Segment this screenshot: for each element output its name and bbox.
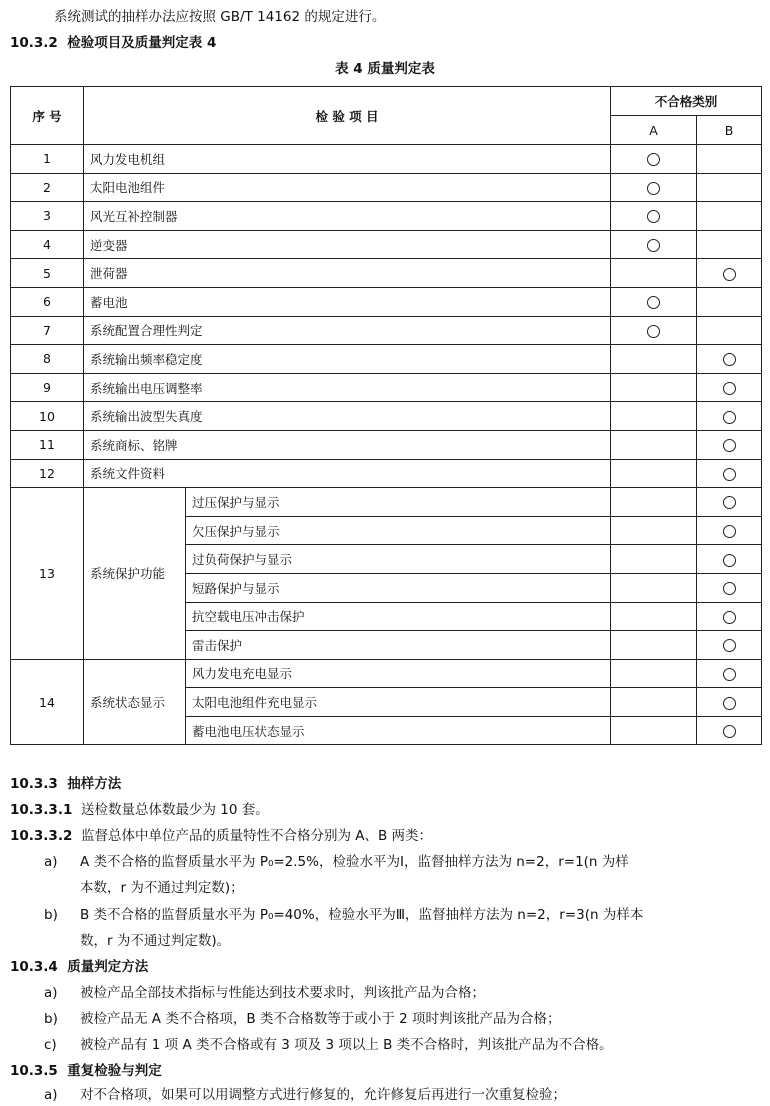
section-10-3-3-heading xyxy=(10,775,121,793)
circle-mark-icon xyxy=(723,725,736,738)
category-mark-cell xyxy=(697,573,762,602)
circle-mark-icon xyxy=(647,296,660,309)
circle-mark-icon xyxy=(723,611,736,624)
row-item: 系统输出频率稳定度 xyxy=(84,345,611,374)
table-row xyxy=(11,659,762,688)
row-subitem: 太阳电池组件充电显示 xyxy=(186,688,611,717)
header-item: 检 验 项 目 xyxy=(84,87,611,145)
table-row xyxy=(11,259,762,288)
category-mark-cell xyxy=(697,230,762,259)
category-mark-cell xyxy=(611,202,697,231)
row-item: 风光互补控制器 xyxy=(84,202,611,231)
table-row xyxy=(11,402,762,431)
circle-mark-icon xyxy=(723,697,736,710)
table-row xyxy=(11,488,762,517)
category-mark-cell xyxy=(697,316,762,345)
retest-item-a: 对不合格项，如果可以用调整方式进行修复的，允许修复后再进行一次重复检验； xyxy=(80,1087,566,1103)
row-number: 10 xyxy=(11,402,84,431)
row-number: 9 xyxy=(11,373,84,402)
circle-mark-icon xyxy=(647,239,660,252)
row-item: 逆变器 xyxy=(84,230,611,259)
circle-mark-icon xyxy=(647,153,660,166)
list-label-a: a) xyxy=(44,1087,58,1103)
category-mark-cell xyxy=(697,373,762,402)
list-item-a-line1: A 类不合格的监督质量水平为 P₀=2.5%，检验水平为Ⅰ，监督抽样方法为 n=2，r=1(n 为样 xyxy=(80,854,629,870)
section-title: 抽样方法 xyxy=(67,776,122,792)
row-subitem: 风力发电充电显示 xyxy=(186,659,611,688)
table-row xyxy=(11,173,762,202)
circle-mark-icon xyxy=(723,496,736,509)
circle-mark-icon xyxy=(723,382,736,395)
row-subitem: 过压保护与显示 xyxy=(186,488,611,517)
row-subitem: 蓄电池电压状态显示 xyxy=(186,716,611,745)
section-number: 10.3.5 xyxy=(10,1063,58,1079)
category-mark-cell xyxy=(697,602,762,631)
row-subitem: 欠压保护与显示 xyxy=(186,516,611,545)
section-10-3-3-2 xyxy=(10,827,432,845)
table-row xyxy=(11,373,762,402)
section-10-3-5-heading xyxy=(10,1062,162,1080)
circle-mark-icon xyxy=(647,182,660,195)
row-number: 3 xyxy=(11,202,84,231)
list-label-a: a) xyxy=(44,985,58,1001)
table-row xyxy=(11,287,762,316)
row-item: 系统输出电压调整率 xyxy=(84,373,611,402)
quality-judgement-table xyxy=(10,86,762,745)
category-mark-cell xyxy=(697,345,762,374)
row-item: 蓄电池 xyxy=(84,287,611,316)
circle-mark-icon xyxy=(723,554,736,567)
section-title: 质量判定方法 xyxy=(67,959,149,975)
table-row xyxy=(11,202,762,231)
row-item: 系统配置合理性判定 xyxy=(84,316,611,345)
table-row xyxy=(11,345,762,374)
section-title: 重复检验与判定 xyxy=(67,1063,162,1079)
section-10-3-3-1 xyxy=(10,801,269,819)
list-label-b: b) xyxy=(44,1011,58,1027)
circle-mark-icon xyxy=(723,353,736,366)
category-mark-cell xyxy=(697,287,762,316)
section-number: 10.3.4 xyxy=(10,959,58,975)
row-number: 5 xyxy=(11,259,84,288)
list-label-a: a) xyxy=(44,854,58,870)
category-mark-cell xyxy=(611,688,697,717)
category-mark-cell xyxy=(611,516,697,545)
row-number: 14 xyxy=(11,659,84,745)
header-seq: 序 号 xyxy=(11,87,84,145)
category-mark-cell xyxy=(697,488,762,517)
row-item: 太阳电池组件 xyxy=(84,173,611,202)
section-text: 送检数量总体数最少为 10 套。 xyxy=(80,802,269,818)
category-mark-cell xyxy=(697,145,762,174)
table-row xyxy=(11,430,762,459)
category-mark-cell xyxy=(611,631,697,660)
row-number: 13 xyxy=(11,488,84,660)
category-mark-cell xyxy=(611,459,697,488)
circle-mark-icon xyxy=(647,210,660,223)
category-mark-cell xyxy=(611,316,697,345)
row-subitem: 雷击保护 xyxy=(186,631,611,660)
category-mark-cell xyxy=(611,545,697,574)
row-number: 7 xyxy=(11,316,84,345)
circle-mark-icon xyxy=(723,439,736,452)
category-mark-cell xyxy=(697,173,762,202)
row-number: 6 xyxy=(11,287,84,316)
header-col-b: B xyxy=(697,116,762,145)
circle-mark-icon xyxy=(647,325,660,338)
table-caption: 表 4 质量判定表 xyxy=(335,61,435,77)
row-item: 系统商标、铭牌 xyxy=(84,430,611,459)
category-mark-cell xyxy=(611,230,697,259)
table-row xyxy=(11,145,762,174)
category-mark-cell xyxy=(697,202,762,231)
section-text: 监督总体中单位产品的质量特性不合格分别为 A、B 两类： xyxy=(80,828,433,844)
table-row xyxy=(11,316,762,345)
header-category: 不合格类别 xyxy=(611,87,762,116)
circle-mark-icon xyxy=(723,268,736,281)
circle-mark-icon xyxy=(723,525,736,538)
section-number: 10.3.3.2 xyxy=(10,828,73,844)
header-col-a: A xyxy=(611,116,697,145)
judgement-item-a: 被检产品全部技术指标与性能达到技术要求时，判该批产品为合格； xyxy=(80,985,485,1001)
category-mark-cell xyxy=(697,659,762,688)
section-number: 10.3.3 xyxy=(10,776,58,792)
category-mark-cell xyxy=(611,716,697,745)
row-number: 12 xyxy=(11,459,84,488)
category-mark-cell xyxy=(697,402,762,431)
circle-mark-icon xyxy=(723,639,736,652)
judgement-item-c: 被检产品有 1 项 A 类不合格或有 3 项及 3 项以上 B 类不合格时，判该批产品为不合格。 xyxy=(80,1037,613,1053)
category-mark-cell xyxy=(611,145,697,174)
circle-mark-icon xyxy=(723,668,736,681)
category-mark-cell xyxy=(611,345,697,374)
row-item: 风力发电机组 xyxy=(84,145,611,174)
row-item: 泄荷器 xyxy=(84,259,611,288)
list-label-c: c) xyxy=(44,1037,57,1053)
circle-mark-icon xyxy=(723,468,736,481)
row-item-group: 系统状态显示 xyxy=(84,659,186,745)
category-mark-cell xyxy=(611,573,697,602)
category-mark-cell xyxy=(611,602,697,631)
category-mark-cell xyxy=(611,173,697,202)
category-mark-cell xyxy=(611,373,697,402)
category-mark-cell xyxy=(611,402,697,431)
category-mark-cell xyxy=(697,631,762,660)
category-mark-cell xyxy=(697,545,762,574)
category-mark-cell xyxy=(697,430,762,459)
row-number: 2 xyxy=(11,173,84,202)
section-10-3-2-heading xyxy=(10,34,216,52)
circle-mark-icon xyxy=(723,411,736,424)
category-mark-cell xyxy=(697,516,762,545)
category-mark-cell xyxy=(697,459,762,488)
list-item-b-line2: 数，r 为不通过判定数)。 xyxy=(80,933,231,949)
section-10-3-4-heading xyxy=(10,958,148,976)
category-mark-cell xyxy=(697,716,762,745)
row-item: 系统输出波型失真度 xyxy=(84,402,611,431)
row-item: 系统文件资料 xyxy=(84,459,611,488)
category-mark-cell xyxy=(697,688,762,717)
row-subitem: 抗空载电压冲击保护 xyxy=(186,602,611,631)
list-item-b-line1: B 类不合格的监督质量水平为 P₀=40%，检验水平为Ⅲ，监督抽样方法为 n=2，r=3(n 为样本 xyxy=(80,907,644,923)
intro-text: 系统测试的抽样办法应按照 GB/T 14162 的规定进行。 xyxy=(54,9,386,25)
category-mark-cell xyxy=(611,259,697,288)
judgement-item-b: 被检产品无 A 类不合格项，B 类不合格数等于或小于 2 项时判该批产品为合格； xyxy=(80,1011,561,1027)
category-mark-cell xyxy=(611,488,697,517)
row-subitem: 过负荷保护与显示 xyxy=(186,545,611,574)
row-number: 8 xyxy=(11,345,84,374)
category-mark-cell xyxy=(611,287,697,316)
list-label-b: b) xyxy=(44,907,58,923)
section-number: 10.3.2 xyxy=(10,35,58,51)
row-number: 1 xyxy=(11,145,84,174)
row-subitem: 短路保护与显示 xyxy=(186,573,611,602)
table-row xyxy=(11,459,762,488)
section-title: 检验项目及质量判定表 4 xyxy=(67,35,217,51)
row-number: 11 xyxy=(11,430,84,459)
section-number: 10.3.3.1 xyxy=(10,802,73,818)
table-row xyxy=(11,230,762,259)
row-item-group: 系统保护功能 xyxy=(84,488,186,660)
row-number: 4 xyxy=(11,230,84,259)
category-mark-cell xyxy=(697,259,762,288)
circle-mark-icon xyxy=(723,582,736,595)
list-item-a-line2: 本数，r 为不通过判定数)； xyxy=(80,880,244,896)
category-mark-cell xyxy=(611,430,697,459)
category-mark-cell xyxy=(611,659,697,688)
